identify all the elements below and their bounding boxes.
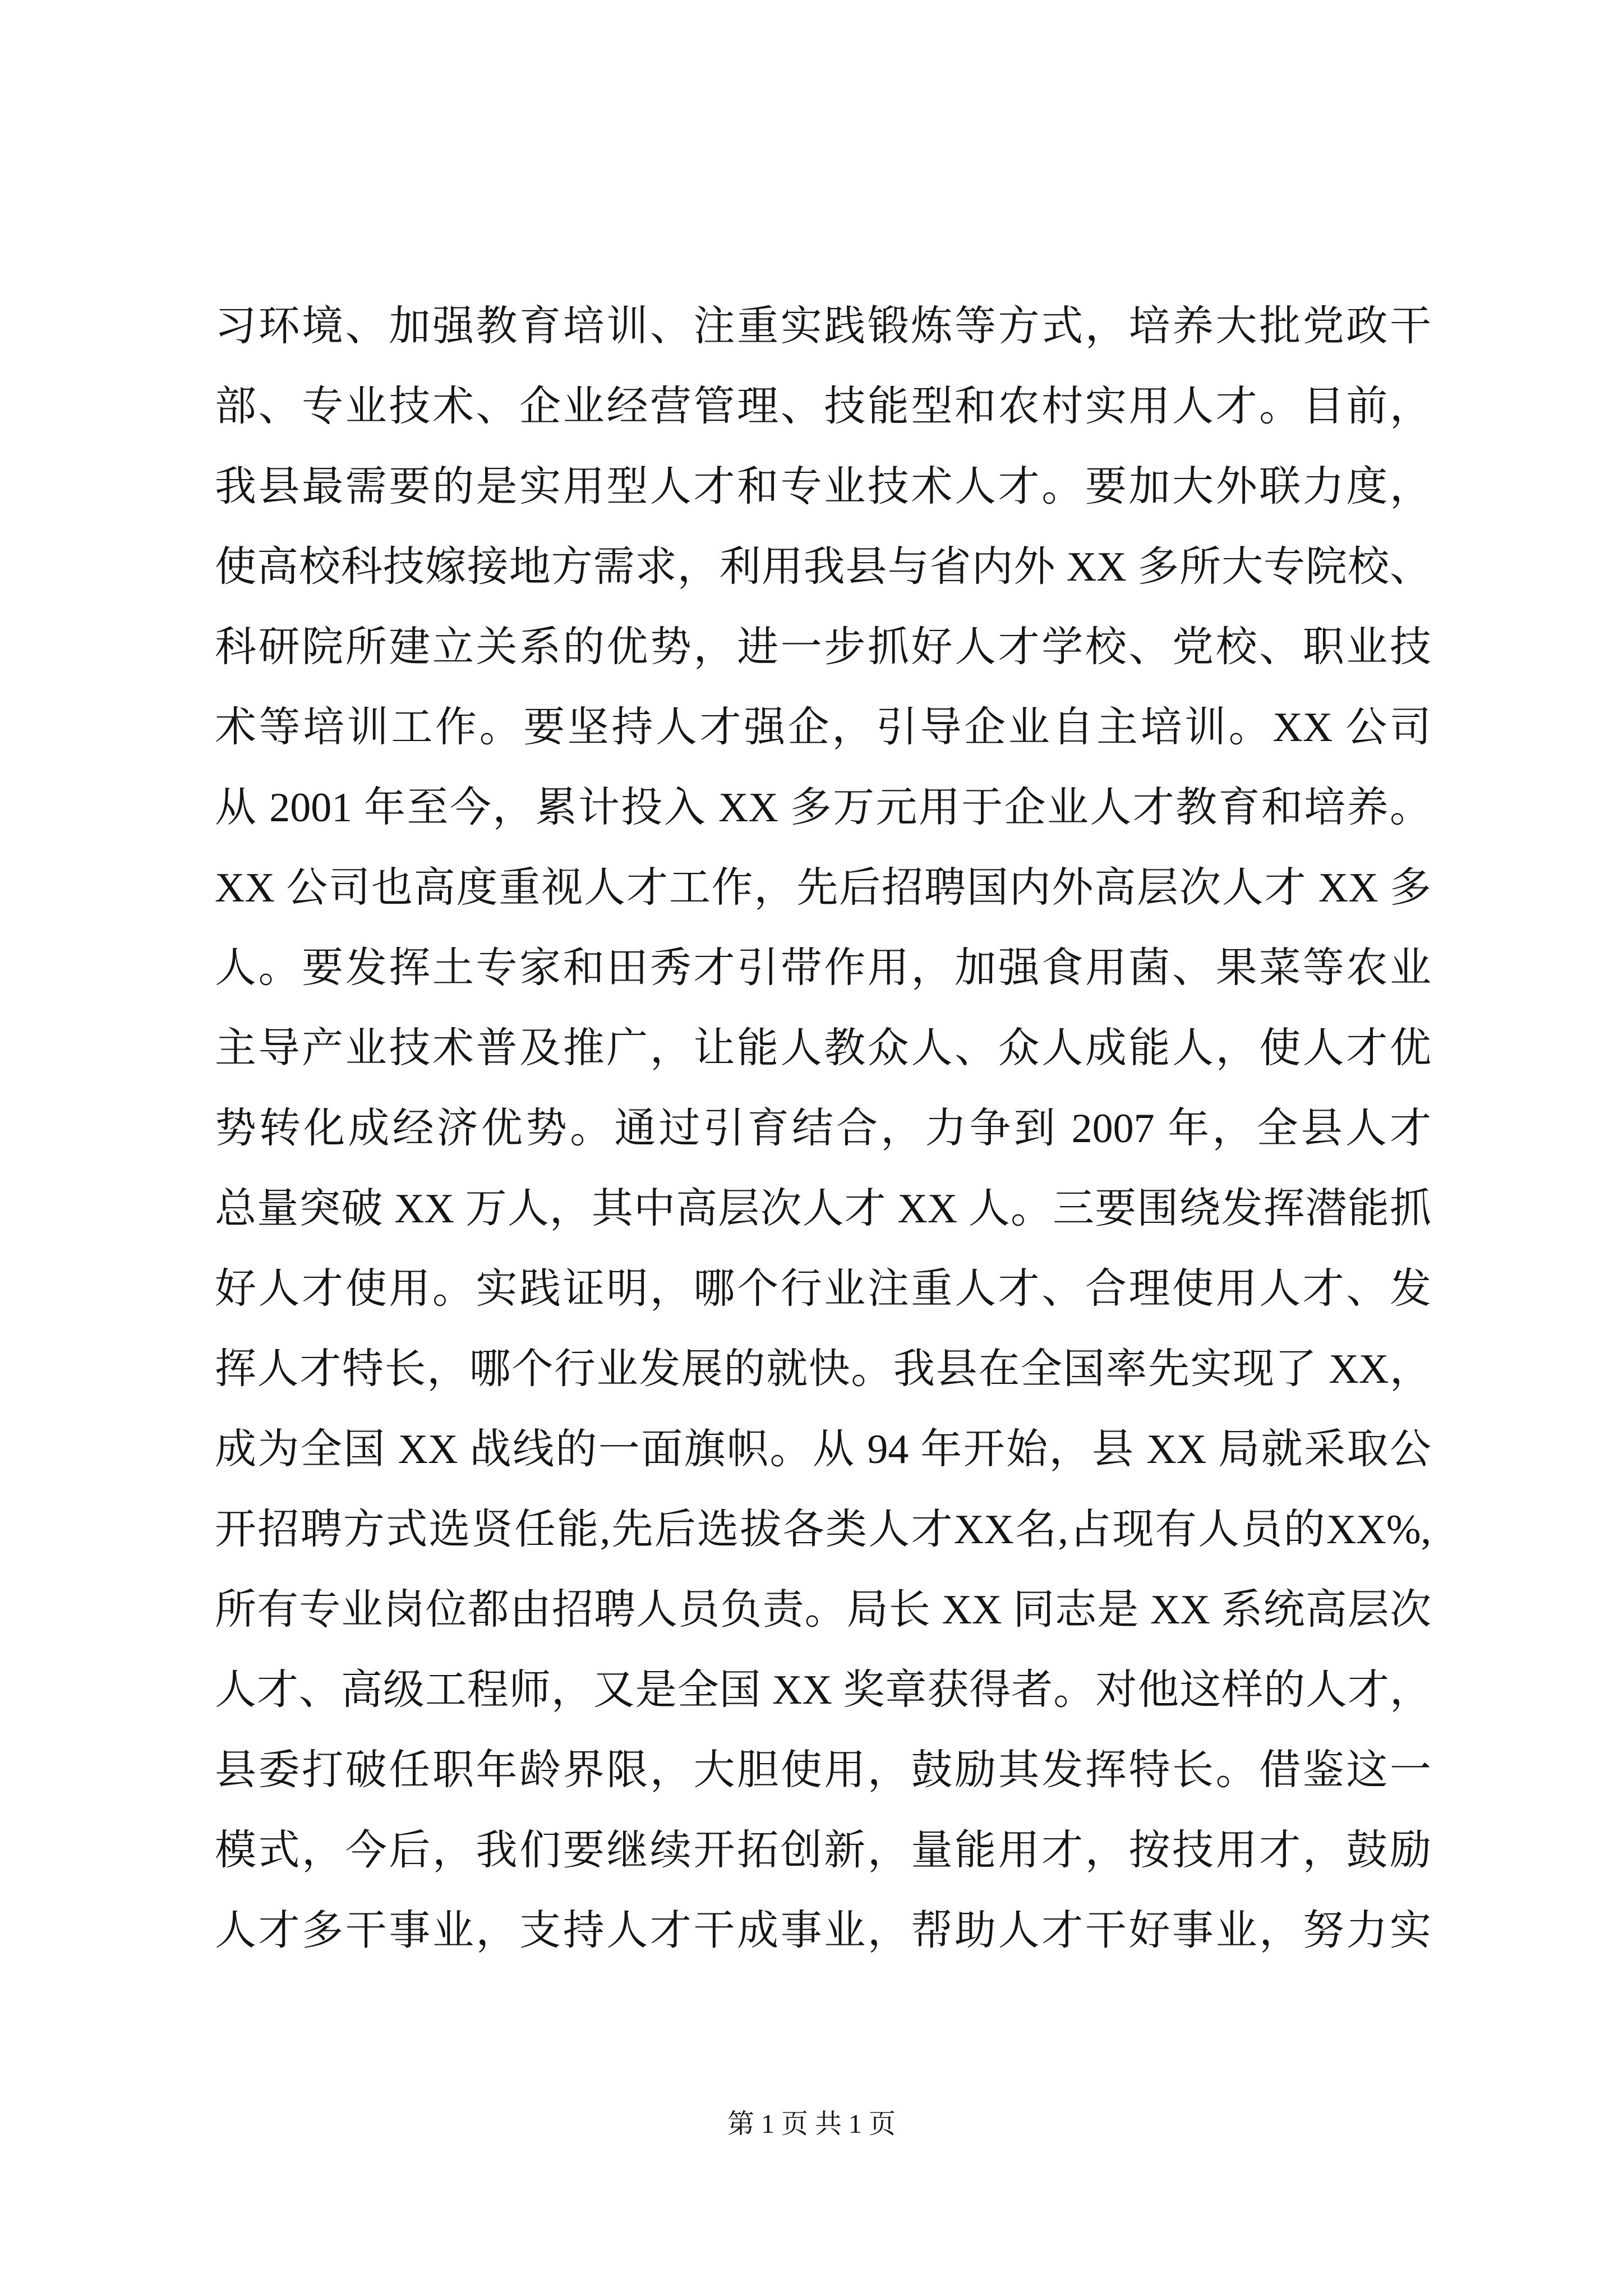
text-line: 部、专业技术、企业经营管理、技能型和农村实用人才。目前，: [215, 384, 1431, 430]
text-line: 好人才使用。实践证明，哪个行业注重人才、合理使用人才、发: [215, 1266, 1431, 1312]
text-line: 模式，今后，我们要继续开拓创新，量能用才，按技用才，鼓励: [215, 1828, 1431, 1874]
text-line: 使高校科技嫁接地方需求，利用我县与省内外 XX 多所大专院校、: [215, 544, 1431, 590]
text-line: 我县最需要的是实用型人才和专业技术人才。要加大外联力度，: [215, 464, 1431, 510]
text-line: XX 公司也高度重视人才工作，先后招聘国内外高层次人才 XX 多: [215, 865, 1431, 911]
text-line: 县委打破任职年龄界限，大胆使用，鼓励其发挥特长。借鉴这一: [215, 1747, 1431, 1793]
text-line: 习环境、加强教育培训、注重实践锻炼等方式，培养大批党政干: [215, 303, 1431, 349]
text-line: 势转化成经济优势。通过引育结合，力争到 2007 年，全县人才: [215, 1106, 1431, 1152]
text-line: 开招聘方式选贤任能,先后选拔各类人才XX名,占现有人员的XX%,: [215, 1507, 1431, 1553]
text-line: 科研院所建立关系的优势，进一步抓好人才学校、党校、职业技: [215, 624, 1431, 670]
text-line: 从 2001 年至今，累计投入 XX 多万元用于企业人才教育和培养。: [215, 785, 1431, 831]
text-line: 人才多干事业，支持人才干成事业，帮助人才干好事业，努力实: [215, 1908, 1431, 1954]
text-line: 所有专业岗位都由招聘人员负责。局长 XX 同志是 XX 系统高层次: [215, 1587, 1431, 1633]
text-line: 人才、高级工程师，又是全国 XX 奖章获得者。对他这样的人才，: [215, 1667, 1431, 1713]
page-footer: 第 1 页 共 1 页: [727, 2109, 896, 2139]
body-text: [215, 287, 1431, 1971]
text-line: 人。要发挥土专家和田秀才引带作用，加强食用菌、果菜等农业: [215, 945, 1431, 991]
text-line: 成为全国 XX 战线的一面旗帜。从 94 年开始，县 XX 局就采取公: [215, 1427, 1431, 1473]
text-line: 总量突破 XX 万人，其中高层次人才 XX 人。三要围绕发挥潜能抓: [215, 1186, 1431, 1232]
text-line: 挥人才特长，哪个行业发展的就快。我县在全国率先实现了 XX，: [215, 1346, 1431, 1392]
text-line: 术等培训工作。要坚持人才强企，引导企业自主培训。XX 公司: [215, 705, 1431, 751]
text-line: 主导产业技术普及推广，让能人教众人、众人成能人，使人才优: [215, 1025, 1431, 1071]
